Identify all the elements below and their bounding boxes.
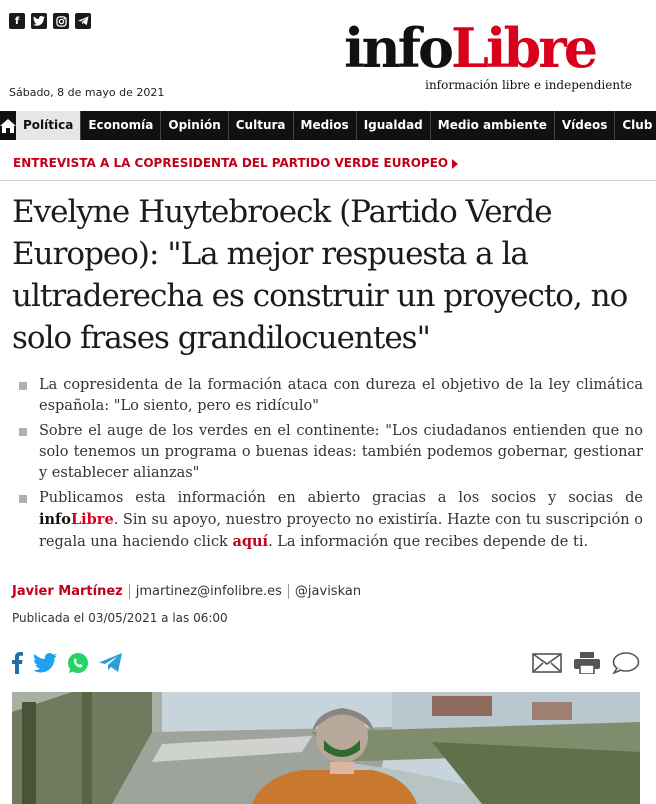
divider bbox=[0, 180, 656, 181]
telegram-icon[interactable] bbox=[75, 13, 91, 29]
site-header bbox=[0, 0, 656, 110]
logo-tagline: información libre e independiente bbox=[425, 78, 632, 92]
home-icon[interactable] bbox=[0, 111, 16, 140]
arrow-right-icon bbox=[452, 159, 458, 169]
twitter-share-icon[interactable] bbox=[33, 653, 57, 677]
facebook-share-icon[interactable] bbox=[11, 652, 23, 678]
author-twitter[interactable]: @javiskan bbox=[294, 584, 362, 599]
summary-item: Sobre el auge de los verdes en el continente: "Los ciudadanos entienden que no solo tenemos un programa o buenas ideas: también podemos gobernar, gestionar y establecer alianzas" bbox=[17, 421, 643, 484]
article-photo bbox=[12, 692, 640, 804]
summary-item: Publicamos esta información en abierto gracias a los socios y socias de infoLibre. Sin su apoyo, nuestro proyecto no existiría. Hazte con tu suscripción o regala una haciendo click aquí. La información que recibes depende de ti. bbox=[17, 488, 643, 553]
telegram-share-icon[interactable] bbox=[99, 653, 123, 677]
whatsapp-share-icon[interactable] bbox=[67, 652, 89, 678]
byline bbox=[12, 584, 361, 599]
social-links bbox=[9, 13, 91, 29]
nav-item-politica[interactable]: Política bbox=[16, 111, 80, 140]
nav-item-medios[interactable]: Medios bbox=[293, 111, 356, 140]
author-email[interactable]: jmartinez@infolibre.es bbox=[135, 584, 282, 599]
infolibre-inline-logo: infoLibre bbox=[39, 511, 114, 528]
nav-item-videos[interactable]: Vídeos bbox=[554, 111, 615, 140]
print-icon[interactable] bbox=[574, 652, 600, 678]
article-tools bbox=[532, 652, 640, 678]
author-name[interactable]: Javier Martínez bbox=[12, 584, 123, 599]
divider bbox=[129, 584, 130, 599]
article-summary bbox=[17, 375, 643, 557]
twitter-icon[interactable] bbox=[31, 13, 47, 29]
email-icon[interactable] bbox=[532, 653, 562, 677]
instagram-icon[interactable] bbox=[53, 13, 69, 29]
subscribe-link[interactable]: aquí bbox=[232, 533, 269, 550]
share-bar bbox=[11, 652, 123, 678]
nav-item-club[interactable]: Club bbox=[614, 111, 656, 140]
main-nav bbox=[0, 111, 656, 140]
nav-item-medio-ambiente[interactable]: Medio ambiente bbox=[430, 111, 554, 140]
facebook-icon[interactable]: f bbox=[9, 13, 25, 29]
nav-item-opinion[interactable]: Opinión bbox=[160, 111, 227, 140]
site-logo[interactable] bbox=[344, 18, 634, 98]
nav-item-igualdad[interactable]: Igualdad bbox=[356, 111, 430, 140]
nav-item-cultura[interactable]: Cultura bbox=[228, 111, 293, 140]
divider bbox=[288, 584, 289, 599]
current-date: Sábado, 8 de mayo de 2021 bbox=[9, 86, 165, 99]
article-headline: Evelyne Huytebroeck (Partido Verde Europeo): "La mejor respuesta a la ultraderecha es construir un proyecto, no solo frases grandilocuentes" bbox=[12, 194, 628, 356]
publish-date: Publicada el 03/05/2021 a las 06:00 bbox=[12, 611, 228, 625]
logo-wordmark: infoLibre bbox=[344, 16, 596, 80]
comment-icon[interactable] bbox=[612, 652, 640, 678]
summary-item: La copresidenta de la formación ataca con dureza el objetivo de la ley climática española: "Lo siento, pero es ridículo" bbox=[17, 375, 643, 417]
nav-item-economia[interactable]: Economía bbox=[80, 111, 160, 140]
article-kicker[interactable]: ENTREVISTA A LA COPRESIDENTA DEL PARTIDO VERDE EUROPEO bbox=[13, 156, 458, 170]
